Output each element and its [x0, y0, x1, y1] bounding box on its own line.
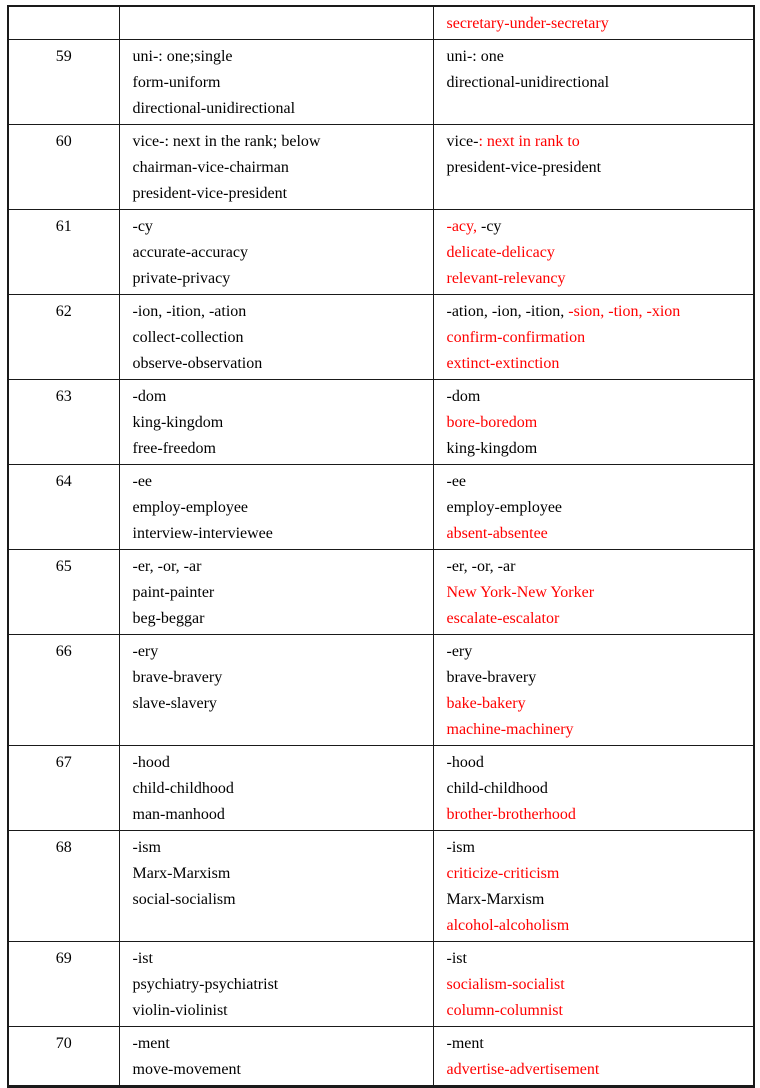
text-segment: -hood: [132, 754, 170, 771]
cell-line: [447, 70, 750, 96]
cell-line: [447, 410, 750, 436]
row-number-cell: [8, 635, 119, 746]
cell-line: [447, 1057, 750, 1083]
cell-line: [447, 665, 750, 691]
worksheet-table: [7, 5, 755, 1088]
cell-line: [133, 214, 429, 240]
cell-line: [133, 129, 429, 155]
left-column-cell: [119, 40, 433, 125]
cell-line: [447, 351, 750, 377]
text-segment: New York-New Yorker: [446, 584, 595, 601]
text-segment: president-vice-president: [446, 159, 602, 176]
cell-line: [447, 887, 750, 913]
right-column-cell: [433, 210, 754, 295]
text-segment: confirm-confirmation: [446, 329, 586, 346]
text-segment: -er, -or, -ar: [132, 558, 202, 575]
cell-line: [133, 384, 429, 410]
text-segment: criticize-criticism: [446, 865, 560, 882]
cell-line: [133, 835, 429, 861]
table-row: [8, 635, 754, 746]
row-number-cell: [8, 550, 119, 635]
text-segment: form-uniform: [132, 74, 221, 91]
cell-line: [133, 495, 429, 521]
cell-line: [447, 325, 750, 351]
cell-line: [447, 155, 750, 181]
table-body: [8, 6, 754, 1087]
row-number-cell: [8, 465, 119, 550]
cell-line: [133, 1031, 429, 1057]
cell-line: [133, 554, 429, 580]
text-segment: advertise-advertisement: [446, 1061, 600, 1078]
text-segment: brave-bravery: [132, 669, 223, 686]
text-segment: extinct-extinction: [446, 355, 560, 372]
left-column-cell: [119, 295, 433, 380]
text-segment: escalate-escalator: [446, 610, 560, 627]
cell-line: [447, 11, 750, 37]
text-segment: social-socialism: [132, 891, 236, 908]
cell-line: [447, 998, 750, 1024]
row-number: 66: [55, 643, 72, 660]
right-column-cell: [433, 295, 754, 380]
cell-line: [133, 776, 429, 802]
cell-line: [447, 750, 750, 776]
row-number: 65: [55, 558, 72, 575]
text-segment: employ-employee: [132, 499, 249, 516]
left-column-cell: [119, 465, 433, 550]
text-segment: -hood: [446, 754, 484, 771]
right-column-cell: [433, 1027, 754, 1087]
text-segment: private-privacy: [132, 270, 231, 287]
cell-line: [447, 299, 750, 325]
row-number: 64: [55, 473, 72, 490]
left-column-cell: [119, 942, 433, 1027]
text-segment: -sion, -tion, -xion: [568, 303, 681, 320]
row-number-cell: [8, 210, 119, 295]
text-segment: king-kingdom: [446, 440, 538, 457]
text-segment: -cy: [477, 218, 502, 235]
cell-line: [133, 44, 429, 70]
cell-line: [133, 1057, 429, 1083]
cell-line: [447, 835, 750, 861]
cell-line: [447, 972, 750, 998]
text-segment: Marx-Marxism: [446, 891, 545, 908]
left-column-cell: [119, 125, 433, 210]
left-column-cell: [119, 380, 433, 465]
left-column-cell: [119, 746, 433, 831]
text-segment: free-freedom: [132, 440, 216, 457]
row-number: 62: [55, 303, 72, 320]
cell-line: [447, 717, 750, 743]
table-row: [8, 6, 754, 40]
right-column-cell: [433, 746, 754, 831]
row-number: 69: [55, 950, 72, 967]
text-segment: vice-: [446, 133, 479, 150]
cell-line: [447, 495, 750, 521]
left-column-cell: [119, 550, 433, 635]
text-segment: -dom: [446, 388, 481, 405]
text-segment: -ation, -ion, -ition,: [446, 303, 569, 320]
text-segment: -ist: [132, 950, 153, 967]
text-segment: -ist: [446, 950, 467, 967]
text-segment: employ-employee: [446, 499, 563, 516]
text-segment: paint-painter: [132, 584, 215, 601]
cell-line: [447, 639, 750, 665]
cell-line: [447, 913, 750, 939]
cell-line: [133, 70, 429, 96]
text-segment: child-childhood: [132, 780, 234, 797]
cell-line: [133, 580, 429, 606]
cell-line: [447, 580, 750, 606]
text-segment: : next in rank to: [478, 133, 580, 150]
text-segment: secretary-under-secretary: [446, 15, 609, 32]
cell-line: [133, 155, 429, 181]
cell-line: [133, 521, 429, 547]
left-column-cell: [119, 831, 433, 942]
text-segment: directional-unidirectional: [446, 74, 610, 91]
text-segment: move-movement: [132, 1061, 241, 1078]
cell-line: [447, 44, 750, 70]
cell-line: [133, 972, 429, 998]
table-row: [8, 831, 754, 942]
cell-line: [447, 266, 750, 292]
row-number-cell: [8, 831, 119, 942]
row-number: 60: [55, 133, 72, 150]
table-row: [8, 465, 754, 550]
text-segment: -ment: [446, 1035, 484, 1052]
cell-line: [447, 129, 750, 155]
cell-line: [447, 384, 750, 410]
text-segment: uni-: one: [446, 48, 504, 65]
text-segment: slave-slavery: [132, 695, 217, 712]
text-segment: directional-unidirectional: [132, 100, 296, 117]
text-segment: alcohol-alcoholism: [446, 917, 570, 934]
table-row: [8, 550, 754, 635]
text-segment: child-childhood: [446, 780, 548, 797]
row-number-cell: [8, 6, 119, 40]
text-segment: -er, -or, -ar: [446, 558, 516, 575]
cell-line: [447, 436, 750, 462]
text-segment: bake-bakery: [446, 695, 526, 712]
cell-line: [447, 554, 750, 580]
cell-line: [447, 802, 750, 828]
table-row: [8, 210, 754, 295]
table-row: [8, 942, 754, 1027]
text-segment: brother-brotherhood: [446, 806, 576, 823]
text-segment: -ee: [132, 473, 153, 490]
text-segment: socialism-socialist: [446, 976, 565, 993]
cell-line: [133, 181, 429, 207]
cell-line: [133, 861, 429, 887]
cell-line: [133, 639, 429, 665]
text-segment: -cy: [132, 218, 153, 235]
right-column-cell: [433, 635, 754, 746]
table-row: [8, 380, 754, 465]
row-number: 70: [55, 1035, 72, 1052]
right-column-cell: [433, 380, 754, 465]
text-segment: -ee: [446, 473, 467, 490]
cell-line: [133, 998, 429, 1024]
cell-line: [133, 266, 429, 292]
right-column-cell: [433, 40, 754, 125]
text-segment: absent-absentee: [446, 525, 548, 542]
right-column-cell: [433, 550, 754, 635]
cell-line: [133, 240, 429, 266]
text-segment: -ion, -ition, -ation: [132, 303, 247, 320]
cell-line: [133, 887, 429, 913]
cell-line: [133, 946, 429, 972]
text-segment: chairman-vice-chairman: [132, 159, 289, 176]
text-segment: -ery: [446, 643, 473, 660]
table-row: [8, 295, 754, 380]
text-segment: bore-boredom: [446, 414, 538, 431]
cell-line: [447, 521, 750, 547]
cell-line: [133, 606, 429, 632]
cell-line: [133, 691, 429, 717]
left-column-cell: [119, 1027, 433, 1087]
row-number-cell: [8, 1027, 119, 1087]
text-segment: -acy,: [446, 218, 477, 235]
text-segment: observe-observation: [132, 355, 263, 372]
cell-line: [447, 240, 750, 266]
cell-line: [133, 325, 429, 351]
right-column-cell: [433, 465, 754, 550]
cell-line: [447, 1031, 750, 1057]
row-number: 68: [55, 839, 72, 856]
text-segment: interview-interviewee: [132, 525, 273, 542]
text-segment: Marx-Marxism: [132, 865, 231, 882]
cell-line: [133, 96, 429, 122]
cell-line: [447, 946, 750, 972]
text-segment: -ism: [132, 839, 161, 856]
row-number: 59: [55, 48, 72, 65]
cell-line: [447, 691, 750, 717]
table-row: [8, 125, 754, 210]
text-segment: -ism: [446, 839, 475, 856]
text-segment: king-kingdom: [132, 414, 224, 431]
cell-line: [447, 606, 750, 632]
row-number-cell: [8, 125, 119, 210]
text-segment: machine-machinery: [446, 721, 574, 738]
row-number-cell: [8, 380, 119, 465]
right-column-cell: [433, 125, 754, 210]
cell-line: [133, 299, 429, 325]
table-row: [8, 746, 754, 831]
cell-line: [447, 861, 750, 887]
row-number: 63: [55, 388, 72, 405]
text-segment: vice-: next in the rank; below: [132, 133, 321, 150]
text-segment: man-manhood: [132, 806, 225, 823]
text-segment: brave-bravery: [446, 669, 537, 686]
text-segment: psychiatry-psychiatrist: [132, 976, 279, 993]
cell-line: [133, 802, 429, 828]
left-column-cell: [119, 6, 433, 40]
text-segment: delicate-delicacy: [446, 244, 555, 261]
left-column-cell: [119, 210, 433, 295]
table-row: [8, 40, 754, 125]
right-column-cell: [433, 6, 754, 40]
cell-line: [133, 436, 429, 462]
text-segment: -dom: [132, 388, 167, 405]
row-number-cell: [8, 746, 119, 831]
cell-line: [133, 750, 429, 776]
row-number: 61: [55, 218, 72, 235]
text-segment: column-columnist: [446, 1002, 563, 1019]
cell-line: [447, 469, 750, 495]
text-segment: violin-violinist: [132, 1002, 228, 1019]
text-segment: collect-collection: [132, 329, 244, 346]
text-segment: relevant-relevancy: [446, 270, 566, 287]
text-segment: accurate-accuracy: [132, 244, 248, 261]
cell-line: [447, 214, 750, 240]
left-column-cell: [119, 635, 433, 746]
right-column-cell: [433, 831, 754, 942]
right-column-cell: [433, 942, 754, 1027]
cell-line: [133, 665, 429, 691]
text-segment: beg-beggar: [132, 610, 205, 627]
cell-line: [447, 776, 750, 802]
row-number-cell: [8, 40, 119, 125]
text-segment: -ery: [132, 643, 159, 660]
row-number-cell: [8, 295, 119, 380]
table-row: [8, 1027, 754, 1087]
cell-line: [133, 469, 429, 495]
text-segment: president-vice-president: [132, 185, 288, 202]
text-segment: uni-: one;single: [132, 48, 233, 65]
cell-line: [133, 351, 429, 377]
row-number: 67: [55, 754, 72, 771]
cell-line: [133, 410, 429, 436]
text-segment: -ment: [132, 1035, 170, 1052]
row-number-cell: [8, 942, 119, 1027]
